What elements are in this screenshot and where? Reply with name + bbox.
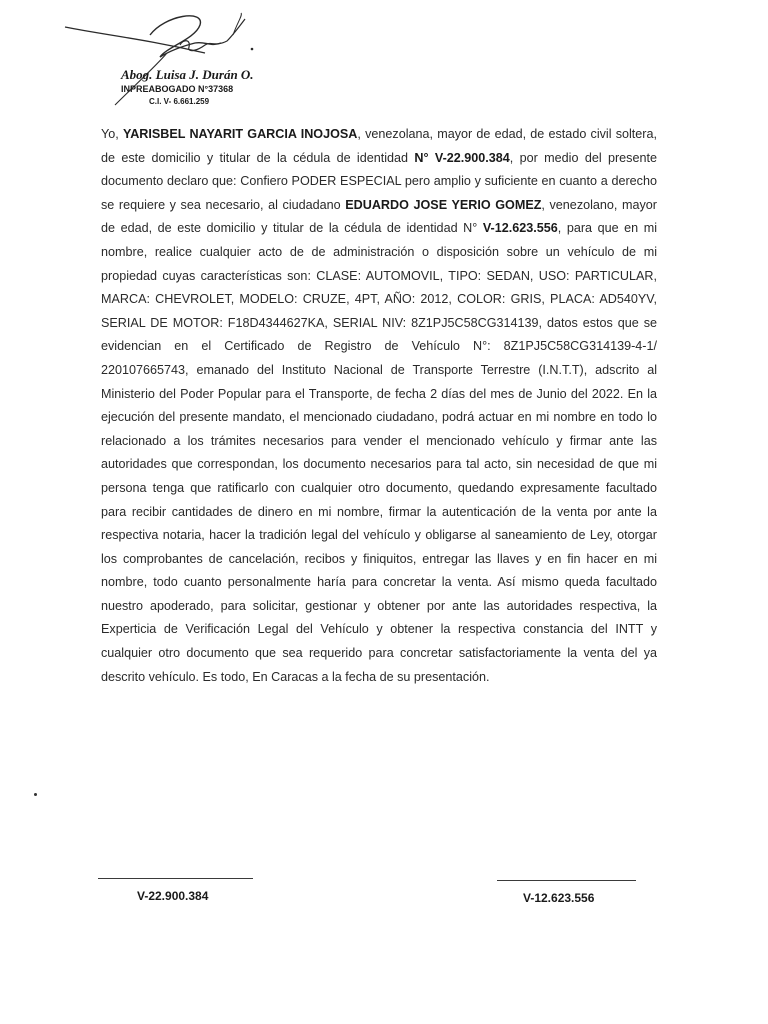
right-signature-id: V-12.623.556 (523, 891, 595, 905)
stamp-id-number: C.I. V- 6.661.259 (149, 97, 210, 106)
text-run: , venezolano, mayor de edad, de este domicilio y titular de la cédula de identidad N° (101, 197, 658, 236)
agent-id: V-12.623.556 (482, 221, 558, 236)
grantor-name: YARISBEL NAYARIT GARCIA INOJOSA (122, 127, 358, 141)
agent-name: EDUARDO JOSE YERIO GOMEZ (345, 197, 542, 212)
left-signature-line (98, 878, 253, 879)
text-run: , venezolana, mayor de edad, de estado civil soltera, de este domicilio y titular de la cédula de identidad (101, 127, 658, 165)
grantor-id: N° V-22.900.384 (414, 150, 510, 165)
left-signature-id: V-22.900.384 (137, 889, 209, 903)
stamp-lawyer-name: Abog. Luisa J. Durán O. (121, 67, 254, 82)
text-run: , para que en mi nombre, realice cualquier acto de de administración o disposición sobre un vehículo de mi propiedad cuyas características son: CLASE: AUTOMOVIL, TIPO: SEDAN, USO: PARTICULAR, MARCA: CHEVROLET, MODELO: CRUZE, 4PT, AÑO: 2012, COLOR: GRIS, PLACA: AD540YV, SERIAL DE MOTOR: F18D4344627KA, SERIAL NIV: 8Z1PJ5C58CG314139, datos estos que se evidencian en el Certificado de Registro de Vehículo N°: 8Z1PJ5C58CG314139-4-1/ 220107665743, emanado del Instituto Nacional de Transporte Terrestre (I.N.T.T), adscrito al Ministerio del Poder Popular para el Transporte, de fecha 2 días del mes de Junio del 2022. En la ejecución del presente mandato, el mencionado ciudadano, podrá actuar en mi nombre en todo lo relacionado a los trámites necesarios para vender el mencionado vehículo y firmar ante las autoridades que correspondan, los documento necesarios para tal acto, sin necesidad de que mi persona tenga que ratificarlo con cualquier otro documento, quedando expresamente facultado para recibir cantidades de dinero en mi nombre, firmar la autenticación de la venta por ante la respectiva notaria, hacer la tradición legal del vehículo y obligarse al saneamiento de Ley, otorgar los comprobantes de cancelación, recibos y finiquitos, entregar las llaves y en fin hacer en mi nombre, todo cuanto personalmente haría para concretar la venta. Así mismo queda facultado nuestro apoderado, para solicitar, gestionar y obtener por ante las autoridades respectiva, la Experticia de Verificación Legal del Vehículo y obtener la respectiva constancia del INTT y cualquier otro documento que sea requerido para concretar satisfactoriamente la venta del ya descrito vehículo. Es todo, En Caracas a la fecha de su presentación. (101, 221, 657, 684)
stamp-registration: INPREABOGADO N°37368 (121, 84, 234, 94)
text-run: Yo, (101, 127, 123, 141)
text-run: , por medio del presente documento declaro que: Confiero PODER ESPECIAL pero amplio y suficiente en cuanto a derecho se requiere y sea necesario, al ciudadano (101, 150, 657, 212)
right-signature-line (497, 880, 636, 881)
scan-speck (34, 793, 37, 796)
lawyer-stamp (55, 5, 275, 115)
power-of-attorney-text (101, 123, 657, 689)
